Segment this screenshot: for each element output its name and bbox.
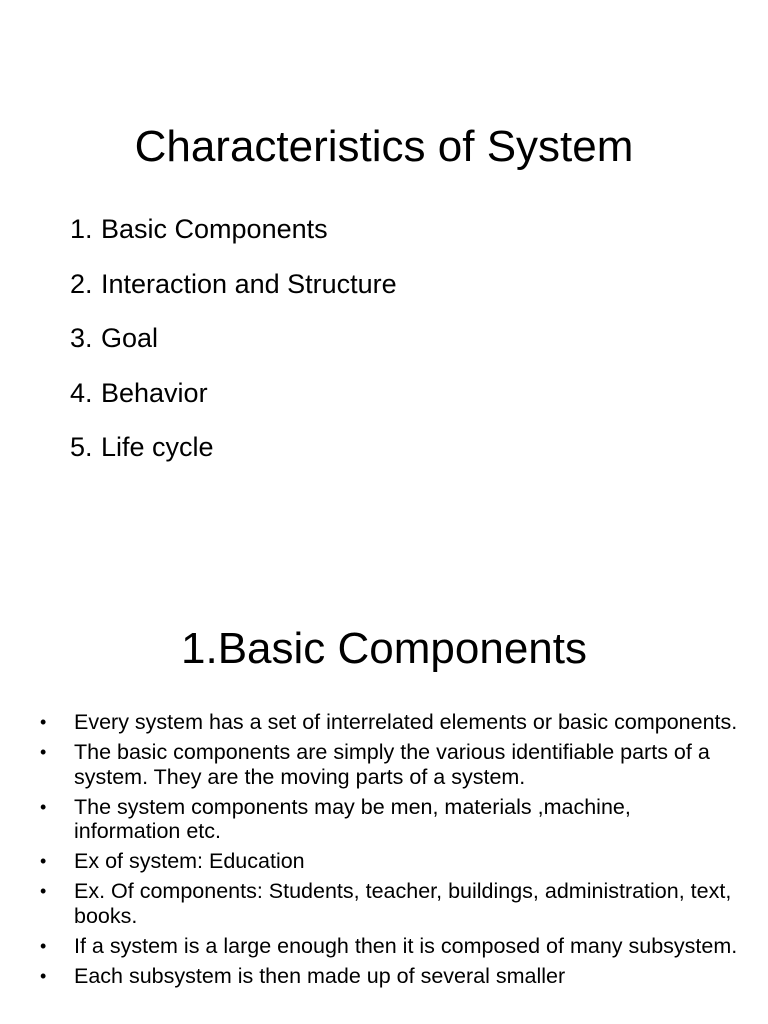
bullet-text: Every system has a set of interrelated elements or basic components. (74, 710, 738, 734)
item-text: Behavior (101, 377, 208, 408)
list-item (40, 849, 740, 874)
list-item (40, 795, 740, 844)
bullet-icon: • (40, 796, 47, 817)
components-bullet-list (40, 710, 740, 994)
item-number: 5. (70, 432, 93, 462)
item-text: Interaction and Structure (101, 268, 397, 299)
bullet-text: The basic components are simply the various identifiable parts of a system. They are the moving parts of a system. (74, 740, 710, 789)
bullet-icon: • (40, 742, 47, 762)
bullet-text: The system components may be men, materials ,machine, information etc. (74, 794, 631, 843)
bullet-icon: • (40, 965, 47, 986)
bullet-icon: • (40, 712, 47, 732)
list-item (70, 371, 397, 426)
bullet-text: Each subsystem is then made up of several smaller (74, 963, 566, 988)
list-item (40, 964, 740, 989)
list-item (40, 934, 740, 959)
list-item (70, 262, 397, 317)
bullet-text: If a system is a large enough then it is composed of many subsystem. (74, 933, 738, 958)
bullet-icon: • (40, 851, 47, 871)
list-item (70, 316, 397, 371)
list-item (40, 740, 740, 789)
bullet-text: Ex. Of components: Students, teacher, buildings, administration, text, books. (74, 879, 732, 928)
item-text: Goal (101, 323, 159, 353)
characteristics-list (70, 207, 397, 480)
bullet-icon: • (40, 935, 47, 956)
item-number: 3. (70, 323, 93, 353)
slide-title: Characteristics of System (134, 122, 634, 171)
slide-title: 1.Basic Components (181, 624, 587, 673)
slide-basic-components (0, 576, 768, 1024)
bullet-text: Ex of system: Education (74, 849, 305, 873)
item-number: 4. (70, 377, 93, 408)
list-item (70, 207, 397, 262)
list-item (40, 710, 740, 735)
item-number: 2. (70, 268, 93, 299)
item-number: 1. (70, 214, 93, 244)
bullet-icon: • (40, 881, 47, 901)
item-text: Basic Components (101, 214, 328, 244)
list-item (70, 425, 397, 480)
list-item (40, 879, 740, 928)
item-text: Life cycle (101, 432, 214, 462)
